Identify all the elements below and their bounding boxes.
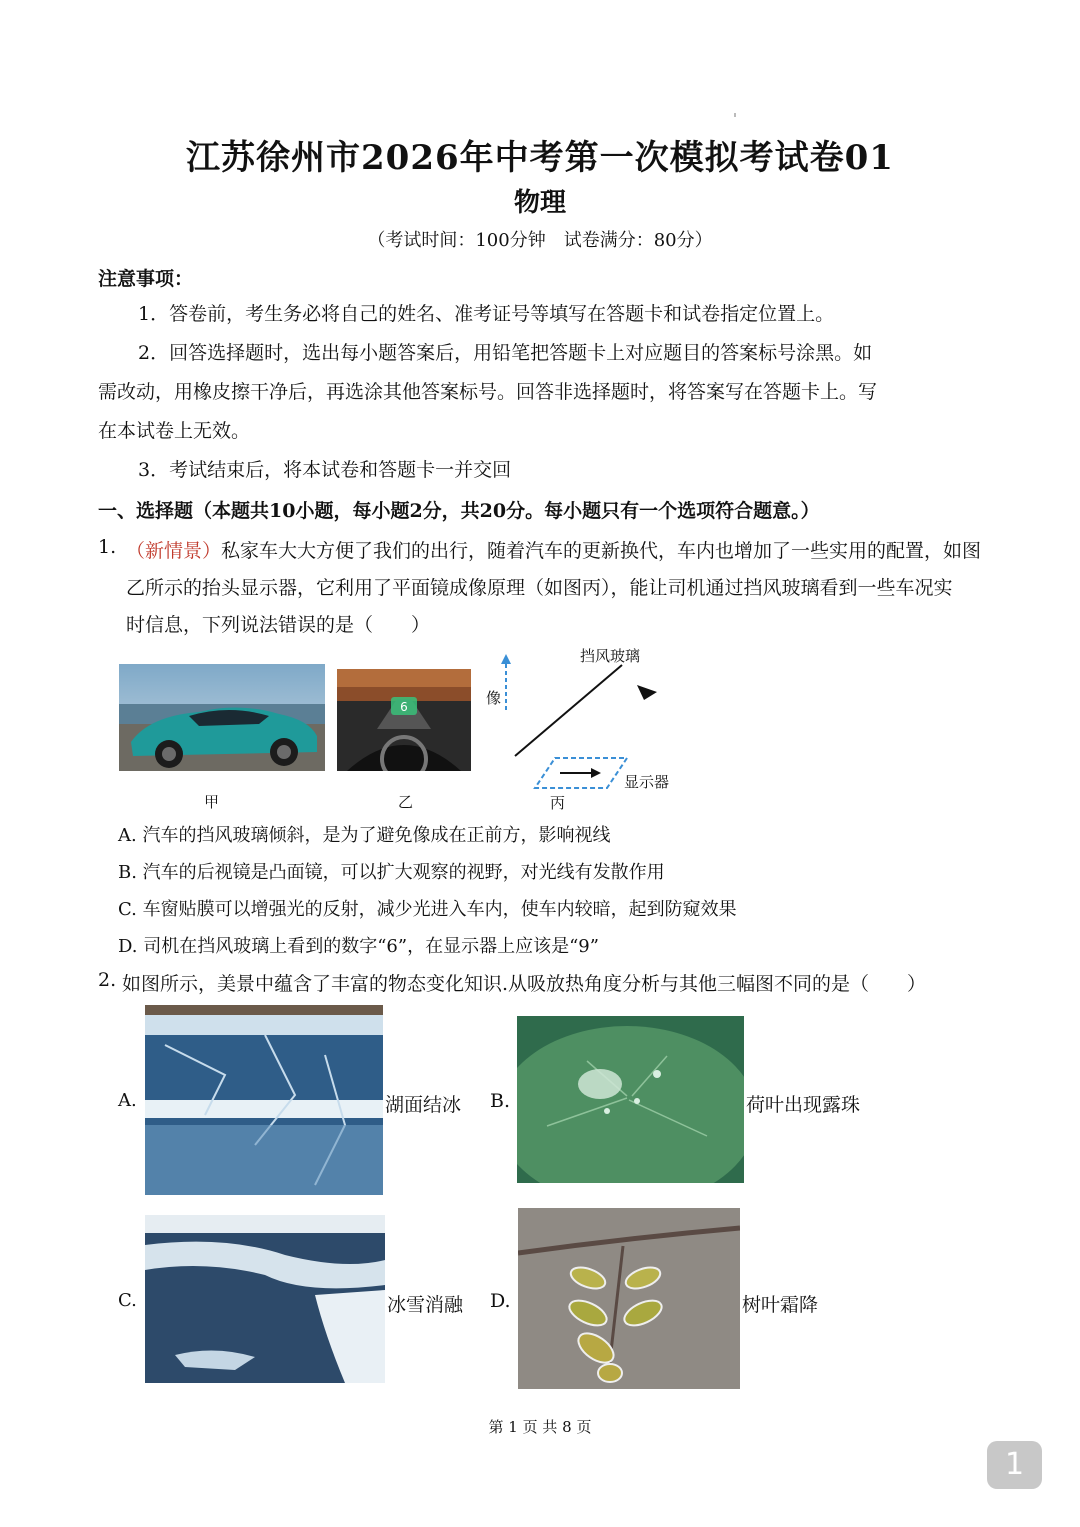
notice-item-2-line-3: 在本试卷上无效。 [98,420,251,442]
q2-photo-frozen-lake [145,1005,383,1195]
scan-speck [734,113,736,117]
q2-option-a-letter: A. [118,1090,137,1111]
q2-option-a-caption: 湖面结冰 [385,1094,462,1116]
q2-option-d-letter: D. [490,1290,511,1312]
q2-photo-lotus-dew [517,1016,744,1183]
subject-title: 物理 [513,188,566,218]
q2-number: 2. [98,969,117,991]
notice-heading: 注意事项： [98,268,194,290]
figure-jia-label: 甲 [204,793,220,811]
figure-bing-label: 丙 [550,794,566,812]
q1-line-3: 时信息，下列说法错误的是（ ） [126,614,431,636]
q2-option-d-caption: 树叶霜降 [742,1294,819,1316]
q2-text: 如图所示，美景中蕴含了丰富的物态变化知识.从吸放热角度分析与其他三幅图不同的是（ ） [122,973,927,995]
exam-title: 江苏徐州市2026年中考第一次模拟考试卷01 [186,138,894,178]
figure-jia-car-photo [119,664,325,771]
figure-yi-hud-photo [337,669,471,771]
q1-option-d: D. 司机在挡风玻璃上看到的数字“6”，在显示器上应该是“9” [118,936,599,957]
hud-number: 6 [400,700,408,714]
notice-item-2-line-2: 需改动，用橡皮擦干净后，再选涂其他答案标号。回答非选择题时，将答案写在答题卡上。写 [98,381,878,403]
q2-photo-melting-ice [145,1215,385,1383]
q1-option-a: A. 汽车的挡风玻璃倾斜，是为了避免像成在正前方，影响视线 [118,825,611,846]
q1-option-b: B. 汽车的后视镜是凸面镜，可以扩大观察的视野，对光线有发散作用 [118,862,665,883]
q2-photo-frosted-leaves [518,1208,740,1389]
section-heading: 一、选择题（本题共10小题，每小题2分，共20分。每小题只有一个选项符合题意。） [98,500,820,522]
q2-option-b-letter: B. [490,1090,511,1112]
q2-option-c-letter: C. [118,1290,137,1311]
q1-text-1: 私家车大大方便了我们的出行，随着汽车的更新换代，车内也增加了一些实用的配置，如图 [221,540,982,562]
notice-item-3: 3．考试结束后，将本试卷和答题卡一并交回 [138,459,512,481]
q1-option-c: C. 车窗贴膜可以增强光的反射，减少光进入车内，使车内较暗，起到防窥效果 [118,899,737,920]
exam-info: （考试时间：100分钟 试卷满分：80分） [367,230,713,251]
notice-item-1: 1．答卷前，考生务必将自己的姓名、准考证号等填写在答题卡和试卷指定位置上。 [138,303,835,325]
q1-tag: （新情景） [126,540,222,562]
windshield-label: 挡风玻璃 [580,647,641,665]
notice-item-2-line-1: 2．回答选择题时，选出每小题答案后，用铅笔把答题卡上对应题目的答案标号涂黑。如 [138,342,873,364]
image-label: 像 [486,689,502,707]
page-footer: 第 1 页 共 8 页 [488,1418,592,1436]
q2-option-c-caption: 冰雪消融 [387,1294,464,1316]
page-number-badge[interactable]: 1 [987,1441,1042,1489]
display-label: 显示器 [624,773,670,791]
q2-option-b-caption: 荷叶出现露珠 [746,1094,861,1116]
q1-number: 1. [98,536,117,558]
q1-line-2: 乙所示的抬头显示器，它利用了平面镜成像原理（如图丙），能让司机通过挡风玻璃看到一些车况实 [126,577,953,599]
figure-yi-label: 乙 [398,793,414,811]
eye-icon [637,685,657,700]
q1-line-1 [126,536,981,563]
